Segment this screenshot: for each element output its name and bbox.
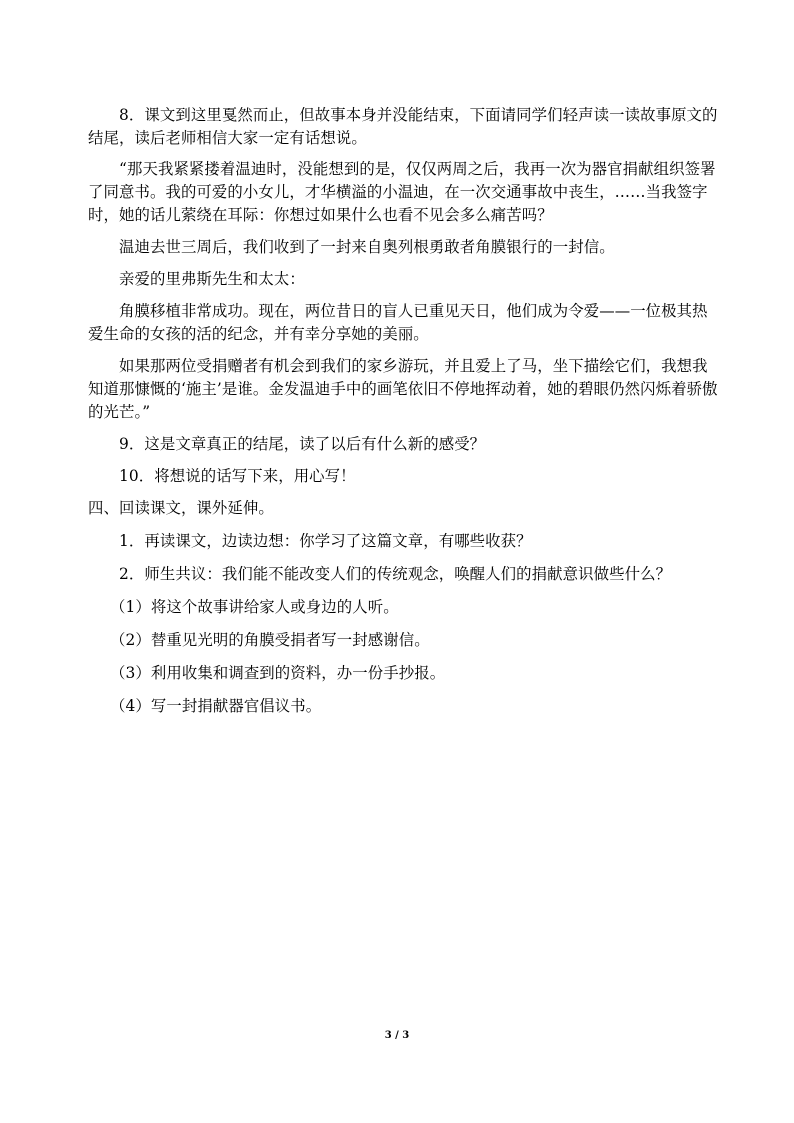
sub-item-3: （3）利用收集和调查到的资料，办一份手抄报。 <box>110 664 446 682</box>
paragraph-step-8: 8．课文到这里戛然而止，但故事本身并没能结束，下面请同学们轻声读一读故事原文的结尾，读后老师相信大家一定有话想说。 <box>88 106 718 147</box>
section-heading: 四、回读课文，课外延伸。 <box>88 499 274 517</box>
page-number: 3 / 3 <box>384 1030 410 1041</box>
section-item-1: 1．再读课文，边读边想：你学习了这篇文章，有哪些收获？ <box>119 532 532 550</box>
sub-item-1: （1）将这个故事讲给家人或身边的人听。 <box>110 598 399 616</box>
paragraph-letter-body-1: 角膜移植非常成功。现在，两位昔日的盲人已重见天日，他们成为令爱——一位极其热爱生命的女孩的活的纪念，并有幸分享她的美丽。 <box>88 302 708 343</box>
section-item-2: 2．师生共议：我们能不能改变人们的传统观念，唤醒人们的捐献意识做些什么？ <box>119 565 672 583</box>
paragraph-step-10: 10．将想说的话写下来，用心写！ <box>119 467 356 485</box>
paragraph-letter-body-2: 如果那两位受捐赠者有机会到我们的家乡游玩，并且爱上了马，坐下描绘它们，我想我知道那慷慨的‘施主’是谁。金发温迪手中的画笔依旧不停地挥动着，她的碧眼仍然闪烁着骄傲的光芒。” <box>88 357 718 421</box>
sub-item-4: （4）写一封捐献器官倡议书。 <box>110 697 322 715</box>
paragraph-quote-start: “那天我紧紧搂着温迪时，没能想到的是，仅仅两周之后，我再一次为器官捐献组织签署了同意书。我的可爱的小女儿，才华横溢的小温迪，在一次交通事故中丧生，……当我签字时，她的话儿萦绕在耳际：你想过如果什么也看不见会多么痛苦吗？ <box>88 160 716 224</box>
paragraph-step-9: 9．这是文章真正的结尾，读了以后有什么新的感受？ <box>119 435 486 453</box>
document-body <box>88 104 722 728</box>
sub-item-2: （2）替重见光明的角膜受捐者写一封感谢信。 <box>110 631 430 649</box>
paragraph-letter-received: 温迪去世三周后，我们收到了一封来自奥列根勇敢者角膜银行的一封信。 <box>119 238 615 256</box>
paragraph-letter-salutation: 亲爱的里弗斯先生和太太： <box>119 270 305 288</box>
